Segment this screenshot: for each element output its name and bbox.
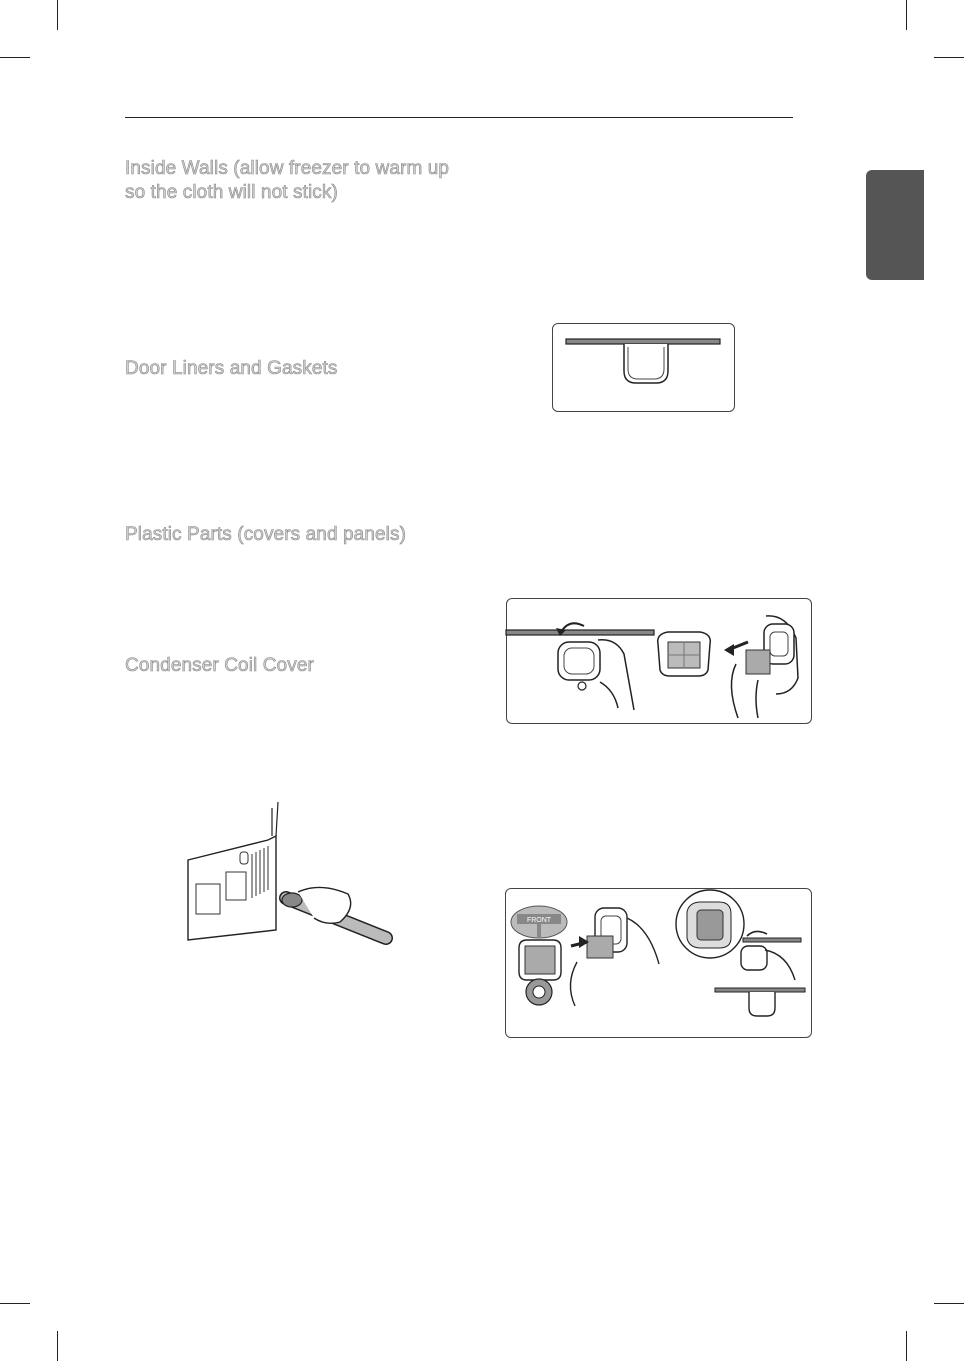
crop-mark xyxy=(57,1331,58,1361)
heading-door-liners: Door Liners and Gaskets xyxy=(125,358,338,379)
crop-mark xyxy=(0,1303,30,1304)
crop-mark xyxy=(906,1331,907,1361)
crop-mark xyxy=(906,0,907,30)
fresh-air-filter-illustration xyxy=(552,323,736,413)
chapter-tab xyxy=(866,170,924,280)
filter-install-illustration xyxy=(505,888,812,1038)
crop-mark xyxy=(934,1303,964,1304)
condenser-vacuum-illustration xyxy=(180,800,390,945)
crop-mark xyxy=(57,0,58,30)
filter-removal-illustration xyxy=(506,598,812,724)
heading-inside-walls: Inside Walls (allow freezer to warm up so the cloth will not stick) xyxy=(125,158,450,203)
heading-plastic-parts: Plastic Parts (covers and panels) xyxy=(125,524,407,545)
heading-condenser: Condenser Coil Cover xyxy=(125,655,314,676)
crop-mark xyxy=(934,57,964,58)
front-label: FRONT xyxy=(526,917,552,924)
crop-mark xyxy=(0,57,30,58)
header-rule xyxy=(125,117,793,118)
